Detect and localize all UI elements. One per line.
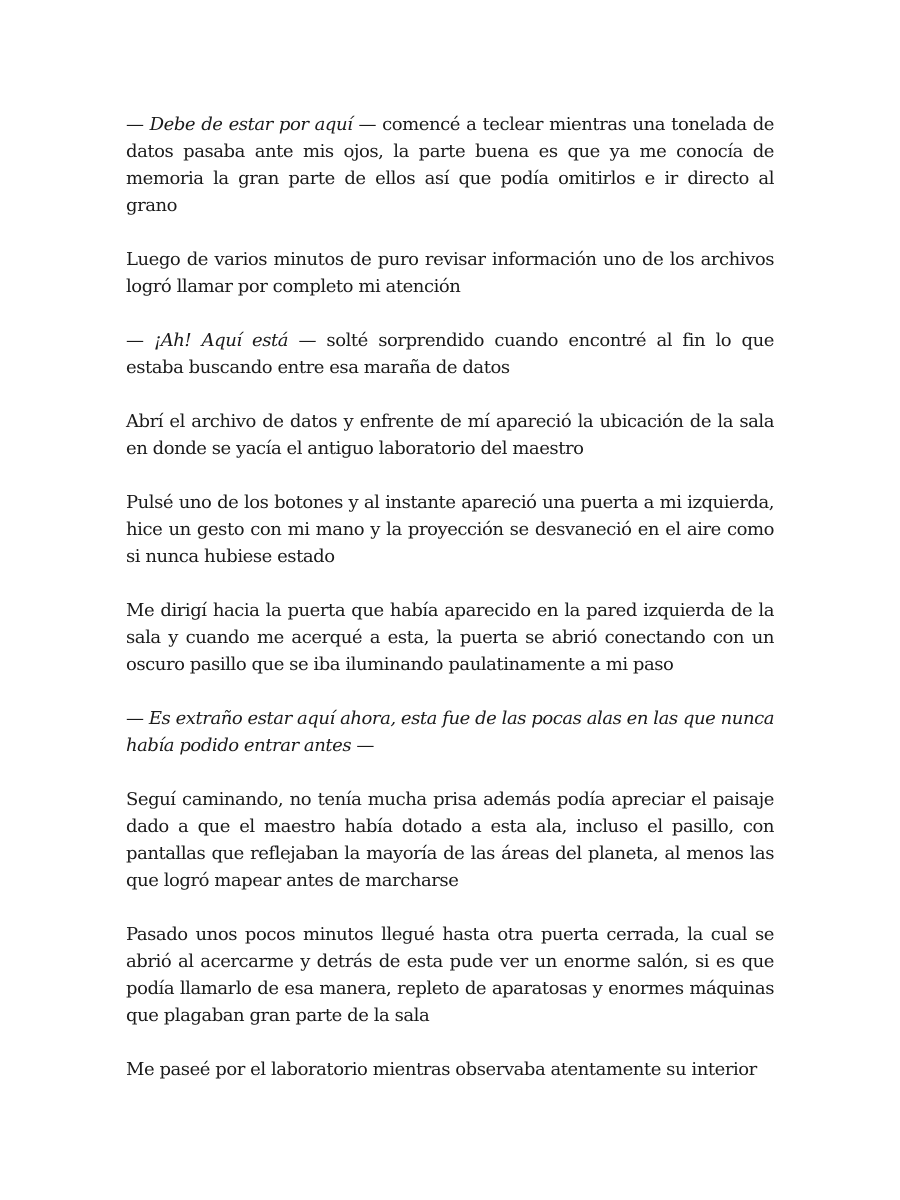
dialogue-text: Es extraño estar aquí ahora, esta fue de las pocas alas en las que nunca había podido entrar antes bbox=[126, 708, 774, 756]
dash-close: — bbox=[351, 735, 374, 756]
paragraph-2 bbox=[126, 246, 774, 300]
paragraph-1 bbox=[126, 111, 774, 219]
narration-text: — solté sorprendido cuando encontré al fin lo que estaba buscando entre esa maraña de datos bbox=[126, 330, 774, 378]
narration-text: Pulsé uno de los botones y al instante apareció una puerta a mi izquierda, hice un gesto con mi mano y la proyección se desvaneció en el aire como si nunca hubiese estado bbox=[126, 492, 774, 567]
dash-open: — bbox=[126, 708, 149, 729]
dialogue-text: ¡Ah! Aquí está bbox=[153, 330, 289, 351]
paragraph-8 bbox=[126, 786, 774, 894]
paragraph-7 bbox=[126, 705, 774, 759]
paragraph-5 bbox=[126, 489, 774, 570]
narration-text: Luego de varios minutos de puro revisar información uno de los archivos logró llamar por completo mi atención bbox=[126, 249, 774, 297]
paragraph-4 bbox=[126, 408, 774, 462]
narration-text: Pasado unos pocos minutos llegué hasta otra puerta cerrada, la cual se abrió al acercarme y detrás de esta pude ver un enorme salón, si es que podía llamarlo de esa manera, repleto de aparatosas y enormes máquinas que plagaban gran parte de la sala bbox=[126, 924, 774, 1026]
paragraph-9 bbox=[126, 921, 774, 1029]
narration-text: Me paseé por el laboratorio mientras observaba atentamente su interior bbox=[126, 1059, 757, 1080]
dialogue-text: Debe de estar por aquí bbox=[149, 114, 353, 135]
paragraph-6 bbox=[126, 597, 774, 678]
narration-text: Seguí caminando, no tenía mucha prisa además podía apreciar el paisaje dado a que el maestro había dotado a esta ala, incluso el pasillo, con pantallas que reflejaban la mayoría de las áreas del planeta, al menos las que logró mapear antes de marcharse bbox=[126, 789, 774, 891]
narration-text: — comencé a teclear mientras una tonelada de datos pasaba ante mis ojos, la parte buena es que ya me conocía de memoria la gran parte de ellos así que podía omitirlos e ir directo al grano bbox=[126, 114, 774, 216]
paragraph-10 bbox=[126, 1056, 774, 1083]
document-body bbox=[126, 111, 774, 1110]
narration-text: Me dirigí hacia la puerta que había aparecido en la pared izquierda de la sala y cuando me acerqué a esta, la puerta se abrió conectando con un oscuro pasillo que se iba iluminando paulatinamente a mi paso bbox=[126, 600, 774, 675]
dash-open: — bbox=[126, 114, 150, 135]
dash-open: — bbox=[126, 330, 154, 351]
narration-text: Abrí el archivo de datos y enfrente de mí apareció la ubicación de la sala en donde se yacía el antiguo laboratorio del maestro bbox=[126, 411, 774, 459]
paragraph-3 bbox=[126, 327, 774, 381]
